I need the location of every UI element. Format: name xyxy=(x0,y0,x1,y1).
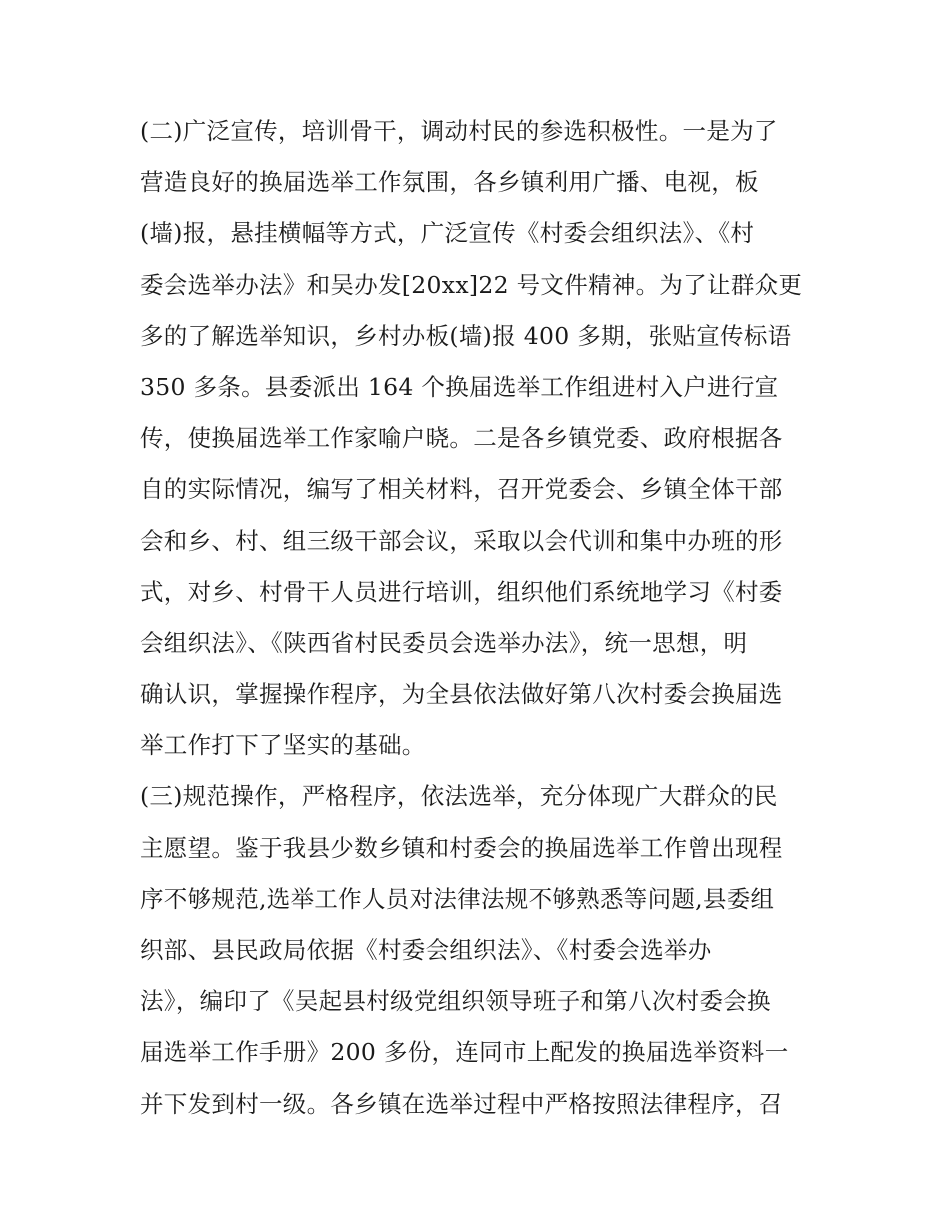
text-line: (墙)报，悬挂横幅等方式，广泛宣传《村委会组织法》、《村 xyxy=(140,219,755,248)
text-line: (三)规范操作，严格程序，依法选举，充分体现广大群众的民 xyxy=(140,782,778,811)
text-line: (二)广泛宣传，培训骨干，调动村民的参选积极性。一是为了 xyxy=(140,117,778,145)
text-line: 委会选举办法》和吴办发[20xx]22 号文件精神。为了让群众更 xyxy=(140,270,803,299)
text-line: 法》，编印了《吴起县村级党组织领导班子和第八次村委会换 xyxy=(140,987,771,1016)
text-line: 举工作打下了坚实的基础。 xyxy=(140,731,426,760)
text-line: 营造良好的换届选举工作氛围，各乡镇利用广播、电视，板 xyxy=(140,168,759,197)
text-line: 传，使换届选举工作家喻户晓。二是各乡镇党委、政府根据各 xyxy=(140,424,783,453)
body-text xyxy=(140,106,820,1130)
text-line: 主愿望。鉴于我县少数乡镇和村委会的换届选举工作曾出现程 xyxy=(140,833,783,862)
text-line: 届选举工作手册》200 多份，连同市上配发的换届选举资料一 xyxy=(140,1038,789,1067)
text-line: 会组织法》、《陕西省村民委员会选举办法》，统一思想，明 xyxy=(140,628,748,657)
text-line: 会和乡、村、组三级干部会议，采取以会代训和集中办班的形 xyxy=(140,526,783,555)
text-line: 式，对乡、村骨干人员进行培训，组织他们系统地学习《村委 xyxy=(140,577,783,606)
text-line: 织部、县民政局依据《村委会组织法》、《村委会选举办 xyxy=(140,936,712,964)
text-line: 350 多条。县委派出 164 个换届选举工作组进村入户进行宣 xyxy=(140,372,779,401)
text-line: 并下发到村一级。各乡镇在选举过程中严格按照法律程序，召 xyxy=(140,1089,783,1118)
text-line: 序不够规范,选举工作人员对法律法规不够熟悉等问题,县委组 xyxy=(140,884,775,913)
text-line: 确认识，掌握操作程序，为全县依法做好第八次村委会换届选 xyxy=(140,680,783,709)
text-line: 多的了解选举知识，乡村办板(墙)报 400 多期，张贴宣传标语 xyxy=(140,321,792,350)
text-line: 自的实际情况，编写了相关材料，召开党委会、乡镇全体干部 xyxy=(140,475,783,504)
